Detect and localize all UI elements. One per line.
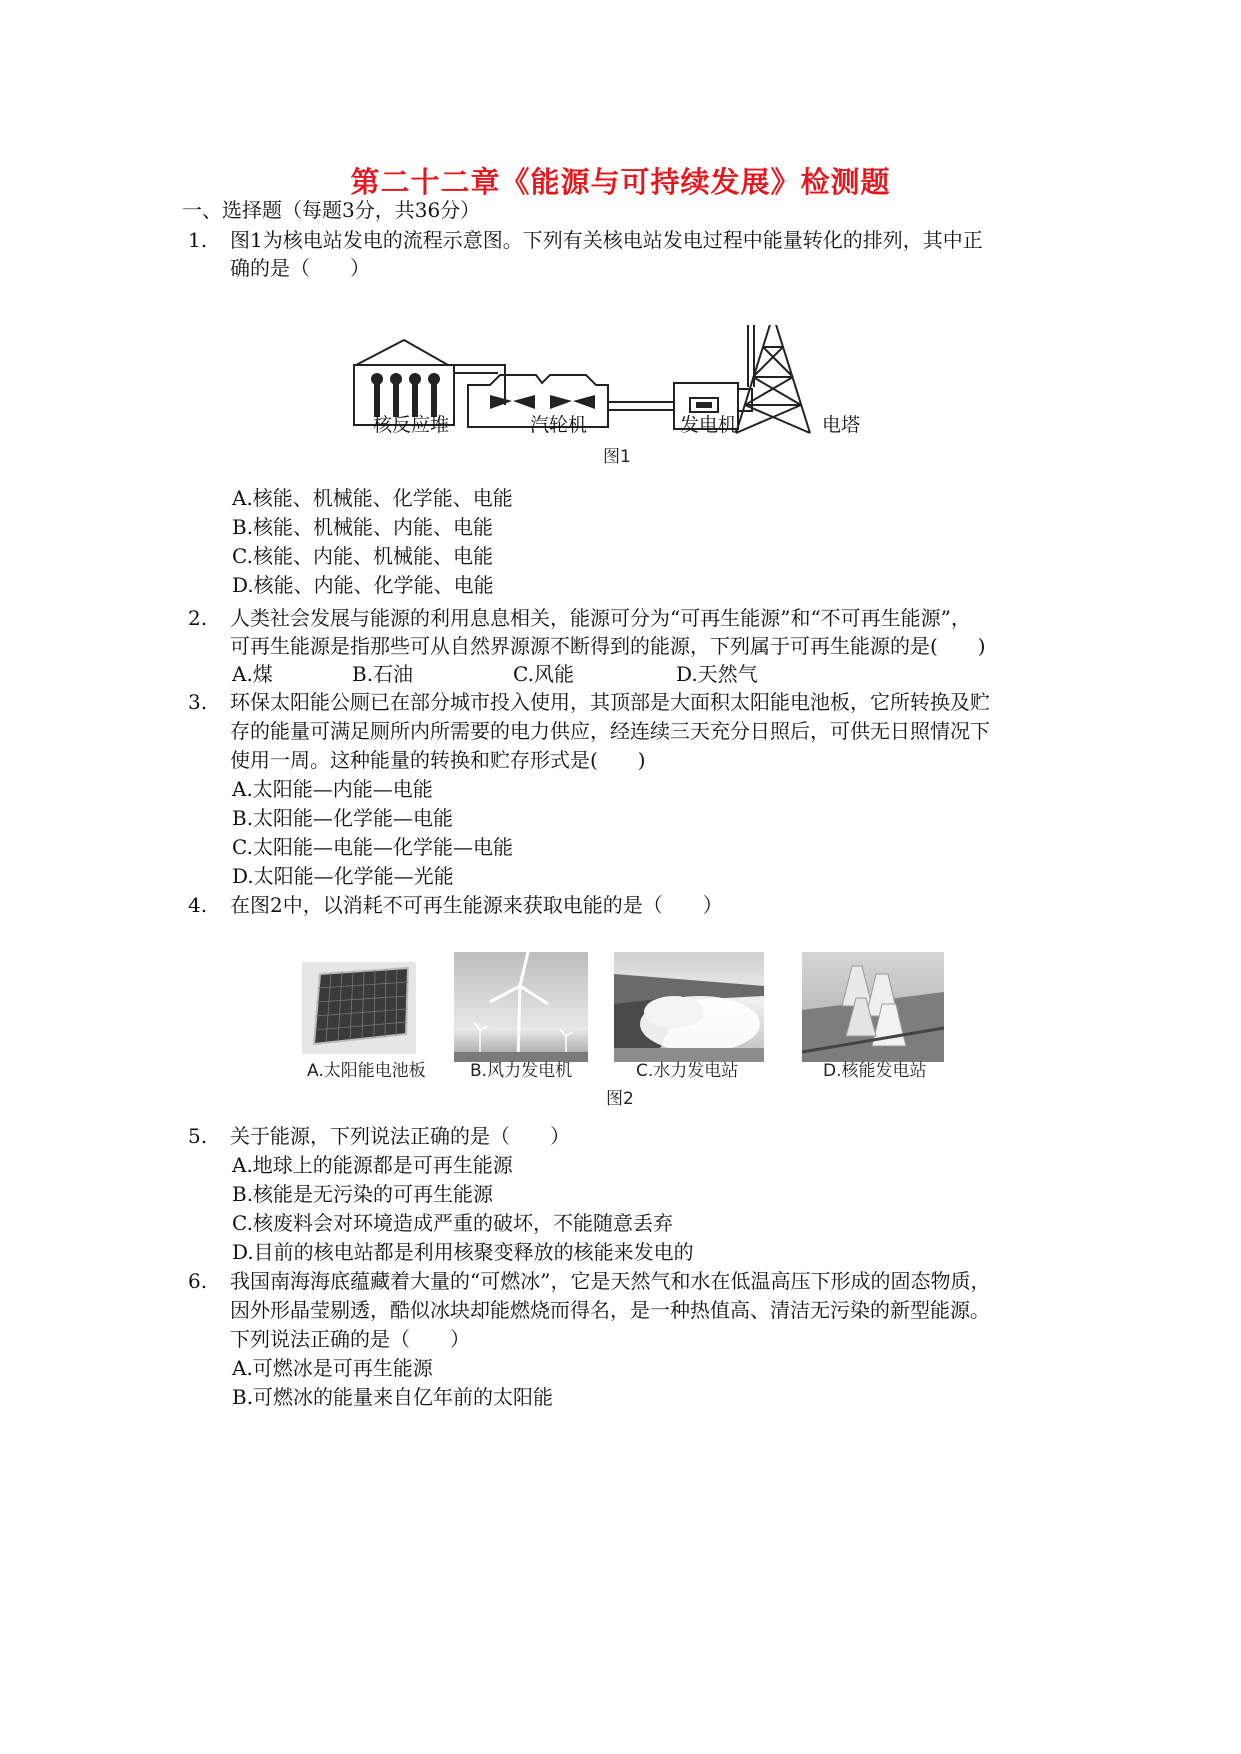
option: D.天然气 [676,662,758,686]
option: C.核能、内能、机械能、电能 [232,544,493,568]
option: C.核废料会对环境造成严重的破坏，不能随意丢弃 [232,1211,673,1235]
option: A.太阳能—内能—电能 [232,777,433,801]
reactor-shape [356,340,448,365]
section-heading: 一、选择题（每题3分，共36分） [182,198,481,222]
question-text: 可再生能源是指那些可从自然界源源不断得到的能源，下列属于可再生能源的是( ) [230,634,986,658]
option: A.煤 [232,662,273,686]
question-number: 6. [188,1269,208,1293]
figure-item-caption: B.风力发电机 [470,1061,573,1081]
option: D.太阳能—化学能—光能 [232,864,454,888]
question-number: 2. [188,606,208,630]
question-number: 1. [188,228,208,252]
question-text: 确的是（ ） [230,256,370,280]
option: C.风能 [513,662,574,686]
diagram-label: 电塔 [822,414,861,436]
question-text: 因外形晶莹剔透，酷似冰块却能燃烧而得名，是一种热值高、清洁无污染的新型能源。 [230,1298,990,1322]
figure-item-caption: A.太阳能电池板 [307,1061,426,1081]
nuclear-plant-photo [802,952,944,1062]
hydropower-photo [614,952,764,1062]
figure-item-caption: C.水力发电站 [636,1061,739,1081]
question-text: 图1为核电站发电的流程示意图。下列有关核电站发电过程中能量转化的排列，其中正 [230,228,983,252]
option: A.地球上的能源都是可再生能源 [232,1153,513,1177]
question-text: 在图2中，以消耗不可再生能源来获取电能的是（ ） [230,893,723,917]
question-number: 4. [188,893,208,917]
figure-caption: 图1 [603,447,631,467]
option: D.核能、内能、化学能、电能 [232,573,494,597]
diagram-label: 发电机 [680,414,738,436]
option: B.太阳能—化学能—电能 [232,806,454,830]
question-text: 环保太阳能公厕已在部分城市投入使用，其顶部是大面积太阳能电池板，它所转换及贮 [230,690,990,714]
option: A.可燃冰是可再生能源 [232,1356,433,1380]
option: A.核能、机械能、化学能、电能 [232,486,513,510]
option: B.石油 [352,662,414,686]
option: B.核能、机械能、内能、电能 [232,515,494,539]
question-text: 使用一周。这种能量的转换和贮存形式是( ) [230,748,646,772]
diagram-label: 核反应堆 [373,414,450,436]
solar-panel-photo [302,962,416,1054]
figure-item-caption: D.核能发电站 [823,1061,927,1081]
diagram-label: 汽轮机 [530,414,588,436]
question-text: 下列说法正确的是（ ） [230,1327,470,1351]
option: C.太阳能—电能—化学能—电能 [232,835,513,859]
option: B.可燃冰的能量来自亿年前的太阳能 [232,1385,554,1409]
option: B.核能是无污染的可再生能源 [232,1182,494,1206]
figure-caption: 图2 [606,1089,634,1109]
question-number: 5. [188,1124,208,1148]
option: D.目前的核电站都是利用核聚变释放的核能来发电的 [232,1240,694,1264]
page-title: 第二十二章《能源与可持续发展》检测题 [350,165,891,199]
question-text: 人类社会发展与能源的利用息息相关，能源可分为“可再生能源”和“不可再生能源”， [230,606,971,630]
wind-turbine-photo [454,952,588,1062]
question-number: 3. [188,690,208,714]
question-text: 存的能量可满足厕所内所需要的电力供应，经连续三天充分日照后，可供无日照情况下 [230,719,990,743]
question-text: 我国南海海底蕴藏着大量的“可燃冰”，它是天然气和水在低温高压下形成的固态物质， [230,1269,991,1293]
question-text: 关于能源，下列说法正确的是（ ） [230,1124,570,1148]
